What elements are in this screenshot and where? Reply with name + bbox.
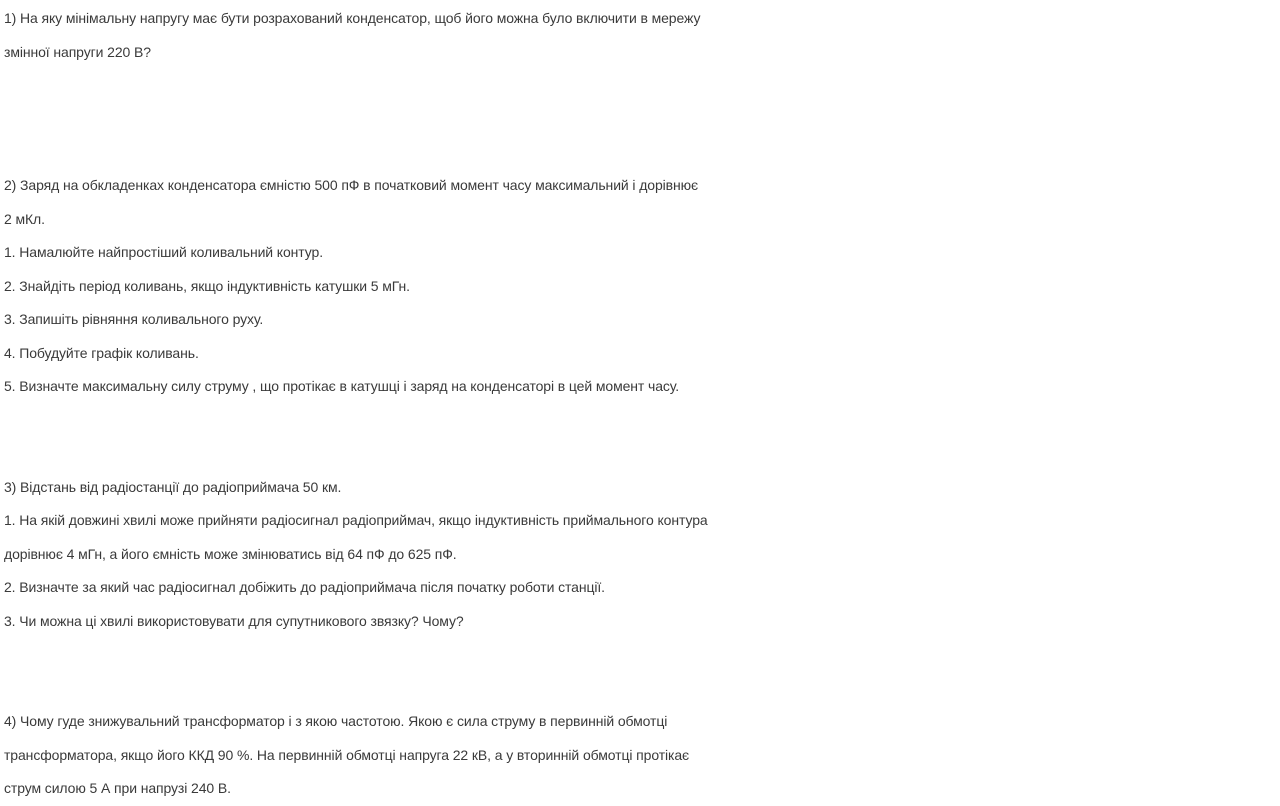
question-4-line-1: 4) Чому гуде знижувальний трансформатор і з якою частотою. Якою є сила струму в первинній обмотці xyxy=(4,713,668,729)
document-page xyxy=(4,2,1276,806)
question-2-item-4: 4. Побудуйте графік коливань. xyxy=(4,344,199,361)
spacer xyxy=(4,404,1276,471)
question-2-line-2: 2 мКл. xyxy=(4,210,45,227)
question-4 xyxy=(4,705,1276,806)
question-1-line-1: 1) На яку мінімальну напругу має бути розрахований конденсатор, щоб його можна було включити в мережу xyxy=(4,10,701,26)
question-3-item-1: 1. На якій довжині хвилі може прийняти радіосигнал радіоприймач, якщо індуктивність приймального контура xyxy=(4,512,708,528)
question-4-line-2: трансформатора, якщо його ККД 90 %. На первинній обмотці напруга 22 кВ, а у вторинній обмотці протікає xyxy=(4,746,690,763)
question-1-line-2: змінної напруги 220 В? xyxy=(4,43,151,60)
spacer xyxy=(4,69,1276,169)
question-3-item-3: 3. Чи можна ці хвилі використовувати для супутникового звязку? Чому? xyxy=(4,612,464,629)
question-2-item-1: 1. Намалюйте найпростіший коливальний контур. xyxy=(4,244,323,260)
question-3-line-1: 3) Відстань від радіостанції до радіоприймача 50 км. xyxy=(4,478,342,495)
question-2-item-5: 5. Визначте максимальну силу струму , що протікає в катушці і заряд на конденсаторі в цей момент часу. xyxy=(4,378,680,394)
question-2-item-2: 2. Знайдіть період коливань, якщо індуктивність катушки 5 мГн. xyxy=(4,277,410,294)
question-3-item-2: 2. Визначте за який час радіосигнал добіжить до радіоприймача після початку роботи станції. xyxy=(4,579,605,595)
question-3 xyxy=(4,471,1276,639)
question-4-line-3: струм силою 5 А при напрузі 240 В. xyxy=(4,780,231,796)
question-1 xyxy=(4,2,1276,69)
question-2-item-3: 3. Запишіть рівняння коливального руху. xyxy=(4,311,264,327)
question-3-item-1-cont: дорівнює 4 мГн, а його ємність може змінюватись від 64 пФ до 625 пФ. xyxy=(4,545,457,562)
question-2-line-1: 2) Заряд на обкладенках конденсатора ємністю 500 пФ в початковий момент часу максимальний і дорівнює xyxy=(4,177,699,193)
question-2 xyxy=(4,169,1276,404)
spacer xyxy=(4,638,1276,705)
